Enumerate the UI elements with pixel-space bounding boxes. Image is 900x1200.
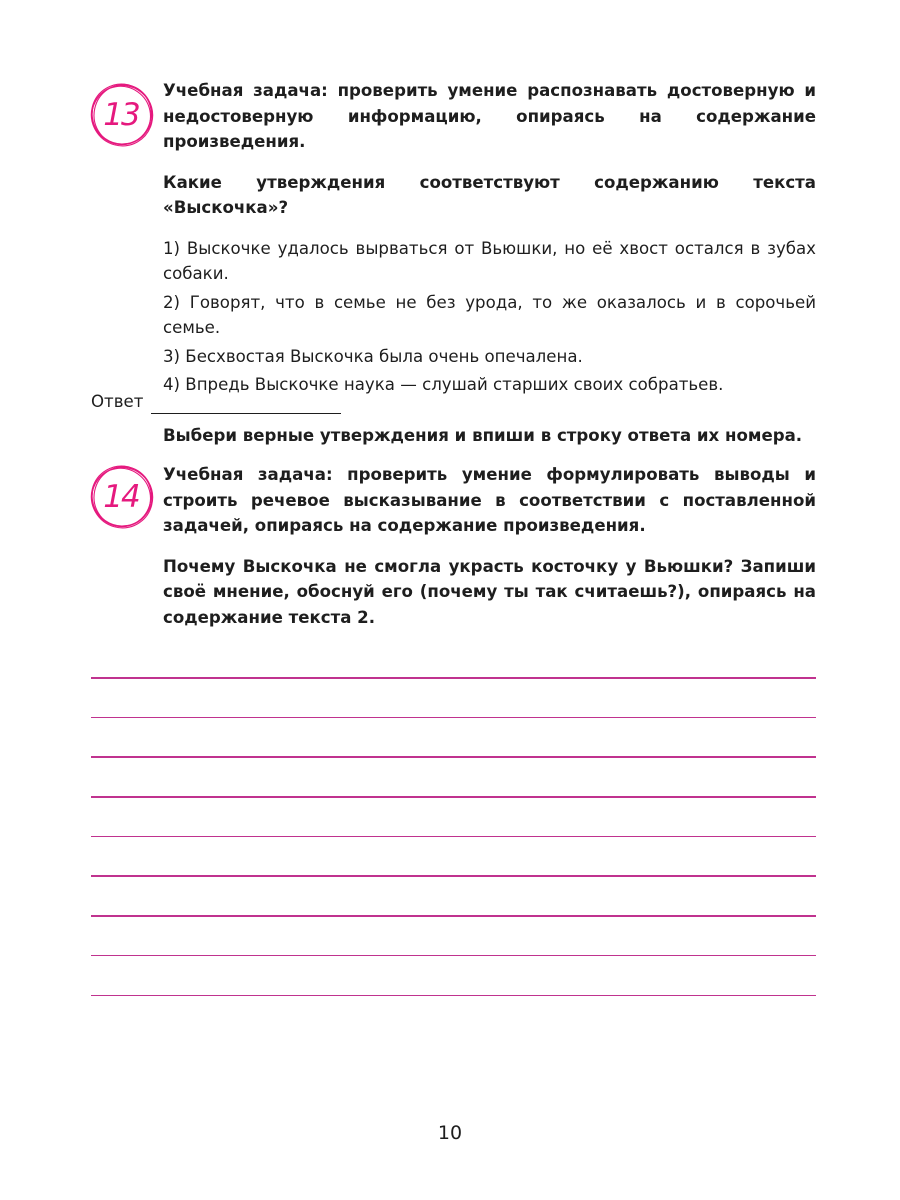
writing-line[interactable] bbox=[91, 796, 816, 798]
task-number-badge bbox=[89, 464, 155, 530]
task-number: 13 bbox=[103, 97, 139, 133]
task-number-badge bbox=[89, 82, 155, 148]
writing-line[interactable] bbox=[91, 875, 816, 877]
task-body bbox=[163, 462, 816, 630]
task-goal: Учебная задача: проверить умение формулировать выводы и строить речевое высказывание в соответствии с поставленной задачей, опираясь на содержание произведения. bbox=[163, 465, 816, 535]
answer-writing-area[interactable] bbox=[91, 677, 816, 1034]
answer-label: Ответ bbox=[91, 392, 144, 411]
page-number: 10 bbox=[437, 1122, 463, 1144]
answer-row bbox=[91, 390, 341, 414]
writing-line[interactable] bbox=[91, 995, 816, 997]
statement-item: 3) Бесхвостая Выскочка была очень опечалена. bbox=[163, 346, 583, 366]
statement-list bbox=[163, 236, 816, 398]
task-question: Почему Выскочка не смогла украсть косточку у Вьюшки? Запиши своё мнение, обоснуй его (почему ты так считаешь?), опираясь на содержание текста 2. bbox=[163, 556, 816, 627]
writing-line[interactable] bbox=[91, 915, 816, 917]
writing-line[interactable] bbox=[91, 677, 816, 679]
writing-line[interactable] bbox=[91, 836, 816, 838]
statement-item: 1) Выскочке удалось вырваться от Вьюшки, но её хвост остался в зубах собаки. bbox=[163, 238, 816, 283]
statement-item: 4) Впредь Выскочке наука — слушай старших своих собратьев. bbox=[163, 375, 724, 394]
writing-line[interactable] bbox=[91, 756, 816, 758]
statement-item: 2) Говорят, что в семье не без урода, то же оказалось и в сорочьей семье. bbox=[163, 292, 816, 337]
task-number: 14 bbox=[103, 479, 139, 515]
task-instruction: Выбери верные утверждения и впиши в строку ответа их номера. bbox=[163, 425, 803, 445]
answer-field[interactable] bbox=[151, 394, 341, 414]
writing-line[interactable] bbox=[91, 717, 816, 719]
task-goal: Учебная задача: проверить умение распознавать достоверную и недостоверную информацию, опираясь на содержание произведения. bbox=[163, 81, 816, 151]
task-question: Какие утверждения соответствуют содержанию текста «Выскочка»? bbox=[163, 172, 816, 217]
writing-line[interactable] bbox=[91, 955, 816, 957]
